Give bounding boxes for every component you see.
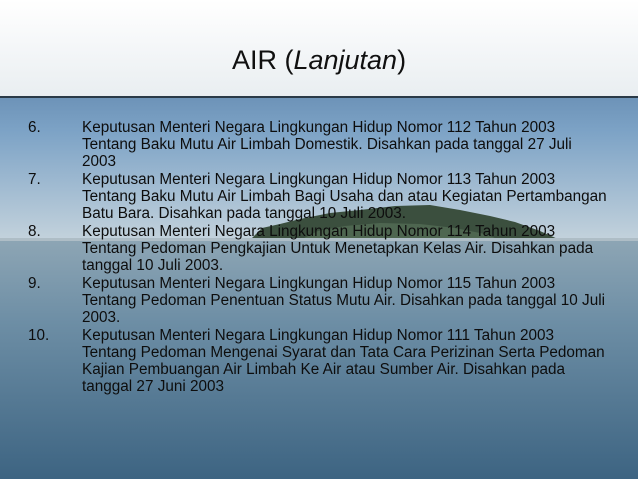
regulation-list xyxy=(28,119,608,396)
list-item xyxy=(28,171,608,222)
list-item xyxy=(28,119,608,170)
slide-title-italic: Lanjutan xyxy=(293,45,398,75)
item-number: 9. xyxy=(28,275,41,292)
item-number: 7. xyxy=(28,171,41,188)
slide-title-paren-close: ) xyxy=(397,45,407,75)
slide-title-paren-open: ( xyxy=(276,45,294,75)
item-text: Keputusan Menteri Negara Lingkungan Hidup Nomor 112 Tahun 2003 Tentang Baku Mutu Air Limbah Domestik. Disahkan pada tanggal 27 Juli 2003 xyxy=(82,119,572,170)
title-divider xyxy=(0,96,638,98)
slide-title-main: AIR xyxy=(231,45,277,75)
list-item xyxy=(28,275,608,326)
item-text: Keputusan Menteri Negara Lingkungan Hidup Nomor 114 Tahun 2003 Tentang Pedoman Pengkajian Untuk Menetapkan Kelas Air. Disahkan pada tanggal 10 Juli 2003. xyxy=(82,223,594,274)
item-text: Keputusan Menteri Negara Lingkungan Hidup Nomor 113 Tahun 2003 Tentang Baku Mutu Air Limbah Bagi Usaha dan atau Kegiatan Pertambangan Batu Bara. Disahkan pada tanggal 10 Juli 2003. xyxy=(82,171,607,222)
item-text: Keputusan Menteri Negara Lingkungan Hidup Nomor 115 Tahun 2003 Tentang Pedoman Penentuan Status Mutu Air. Disahkan pada tanggal 10 Juli 2003. xyxy=(82,275,606,326)
list-item xyxy=(28,327,608,395)
item-number: 6. xyxy=(28,119,41,136)
item-text: Keputusan Menteri Negara Lingkungan Hidup Nomor 111 Tahun 2003 Tentang Pedoman Mengenai Syarat dan Tata Cara Perizinan Serta Pedoman Kajian Pembuangan Air Limbah Ke Air atau Sumber Air. Disahkan pada tanggal 27 Juni 2003 xyxy=(82,327,605,395)
slide-title xyxy=(0,45,638,76)
item-number: 8. xyxy=(28,223,41,240)
item-number: 10. xyxy=(28,327,50,344)
list-item xyxy=(28,223,608,274)
